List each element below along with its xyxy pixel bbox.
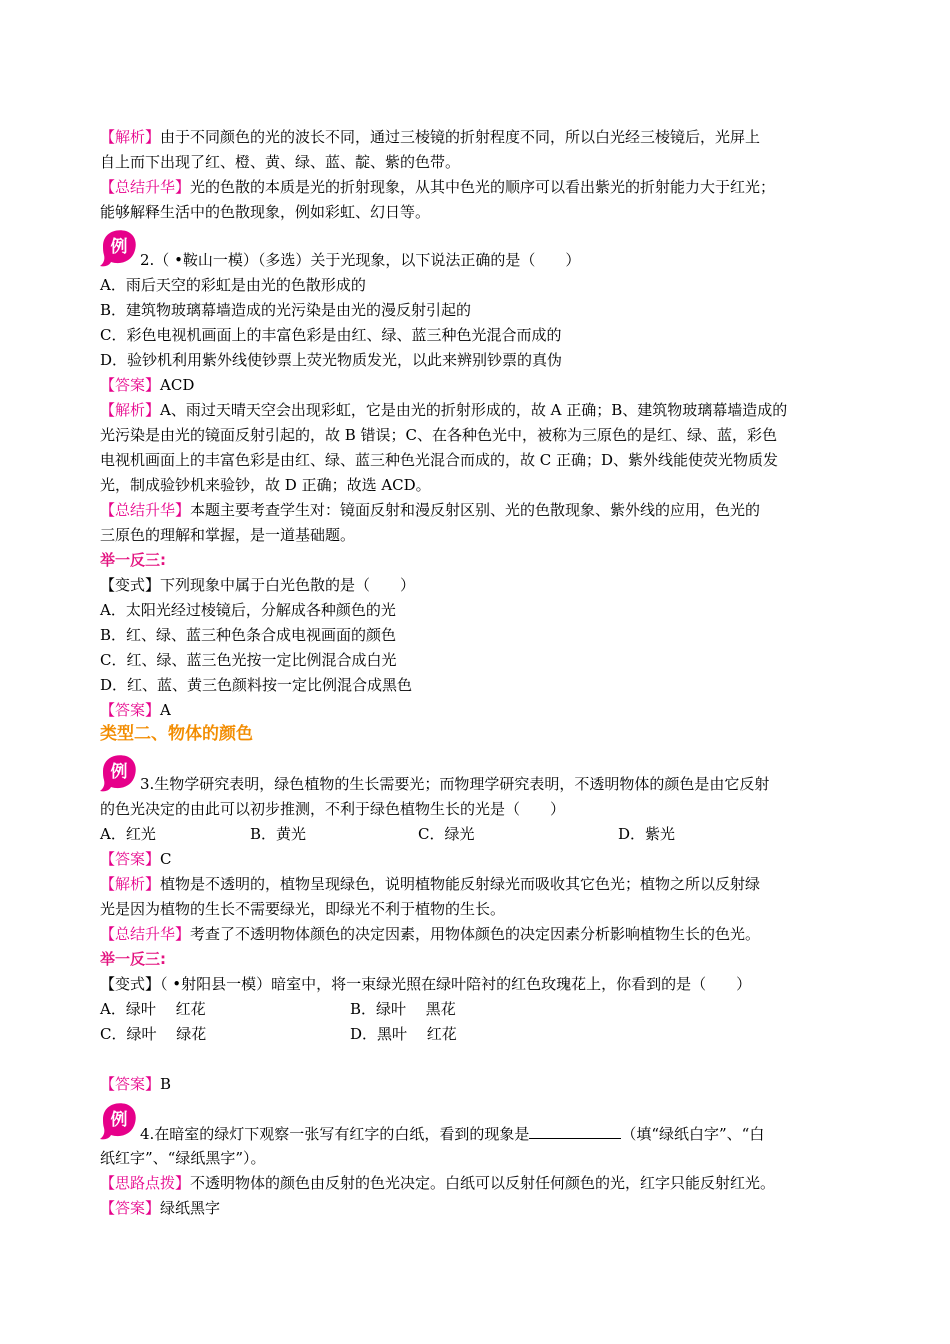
q3-analysis (100, 875, 760, 893)
analysis-tag: 【解析】 (100, 875, 161, 893)
summary-text: 光的色散的本质是光的折射现象，从其中色光的顺序可以看出紫光的折射能力大于红光； (190, 178, 776, 196)
question-4-stem (140, 1124, 764, 1143)
variant-tag: 【变式】 (100, 975, 161, 993)
q4-stem-b: （填“绿纸白字”、“白 (621, 1125, 765, 1143)
analysis-tag: 【解析】 (100, 128, 161, 146)
q2-analysis (100, 401, 787, 419)
answer-text: B (160, 1075, 172, 1093)
answer-tag: 【答案】 (100, 701, 161, 719)
answer-text: ACD (160, 376, 195, 394)
q3-option-d: D．紫光 (618, 825, 676, 843)
q2-summary-l2: 三原色的理解和掌握，是一道基础题。 (100, 526, 356, 544)
analysis-text: 由于不同颜色的光的波长不同，通过三棱镜的折射程度不同，所以白光经三棱镜后，光屏上 (160, 128, 761, 146)
q2-option-a: A．雨后天空的彩虹是由光的色散形成的 (100, 276, 366, 294)
answer-text: C (160, 850, 172, 868)
summary-tag: 【总结升华】 (100, 925, 191, 943)
badge-char: 例 (110, 237, 128, 257)
variant-text: （ •射阳县一模）暗室中，将一束绿光照在绿叶陪衬的红色玫瑰花上，你看到的是（ ） (160, 975, 752, 993)
answer-tag: 【答案】 (100, 1199, 161, 1217)
question-3-stem: 3.生物学研究表明，绿色植物的生长需要光；而物理学研究表明，不透明物体的颜色是由它反射 (140, 775, 770, 793)
question-4-stem-cont: 纸红字”、“绿纸黑字”）。 (100, 1149, 266, 1167)
q3-analysis-l2: 光是因为植物的生长不需要绿光，即绿光不利于植物的生长。 (100, 900, 506, 918)
q4-hint (100, 1174, 775, 1192)
summary-text-cont: 能够解释生活中的色散现象，例如彩虹、幻日等。 (100, 203, 431, 221)
summary-text: 本题主要考查学生对：镜面反射和漫反射区别、光的色散现象、紫外线的应用，色光的 (190, 501, 761, 519)
analysis-text: 植物是不透明的，植物呈现绿色，说明植物能反射绿光而吸收其它色光；植物之所以反射绿 (160, 875, 761, 893)
answer-blank (529, 1124, 621, 1139)
q2-option-d: D．验钞机利用紫外线使钞票上荧光物质发光，以此来辨别钞票的真伪 (100, 351, 563, 369)
practice-heading: 举一反三: (100, 950, 166, 968)
section-title: 类型二、物体的颜色 (100, 724, 253, 744)
analysis-text: A、雨过天晴天空会出现彩虹，它是由光的折射形成的，故 A 正确；B、建筑物玻璃幕墙造成的 (160, 401, 788, 419)
summary-tag: 【总结升华】 (100, 501, 191, 519)
answer-tag: 【答案】 (100, 850, 161, 868)
example-badge-icon (98, 750, 140, 792)
q4-stem-a: 4.在暗室的绿灯下观察一张写有红字的白纸，看到的现象是 (140, 1125, 530, 1143)
v2-option-d: D．黑叶 红花 (350, 1025, 457, 1043)
answer-tag: 【答案】 (100, 376, 161, 394)
variant-tag: 【变式】 (100, 576, 161, 594)
hint-text: 不透明物体的颜色由反射的色光决定。白纸可以反射任何颜色的光，红字只能反射红光。 (190, 1174, 776, 1192)
q2-option-c: C．彩色电视机画面上的丰富色彩是由红、绿、蓝三种色光混合而成的 (100, 326, 562, 344)
q4-answer (100, 1199, 220, 1217)
answer-tag: 【答案】 (100, 1075, 161, 1093)
example-badge-icon (98, 225, 140, 267)
q2-analysis-l4: 光，制成验钞机来验钞，故 D 正确；故选 ACD。 (100, 476, 431, 494)
q2-analysis-l2: 光污染是由光的镜面反射引起的，故 B 错误；C、在各种色光中，被称为三原色的是红、绿、蓝，彩色 (100, 426, 778, 444)
answer-text: 绿纸黑字 (160, 1199, 221, 1217)
analysis-line (100, 128, 760, 146)
q2-answer (100, 376, 194, 394)
v2-option-c: C．绿叶 绿花 (100, 1025, 207, 1043)
answer-text: A (160, 701, 171, 719)
example-badge-icon (98, 1098, 140, 1140)
question-2-stem: 2.（ •鞍山一模）（多选）关于光现象，以下说法正确的是（ ） (140, 251, 581, 269)
badge-char: 例 (110, 762, 128, 782)
analysis-tag: 【解析】 (100, 401, 161, 419)
q2-summary (100, 501, 760, 519)
summary-line (100, 178, 775, 196)
v1-option-b: B．红、绿、蓝三种色条合成电视画面的颜色 (100, 626, 397, 644)
practice-heading: 举一反三: (100, 551, 166, 569)
question-3-stem-cont: 的色光决定的由此可以初步推测，不利于绿色植物生长的光是（ ） (100, 800, 566, 818)
v1-option-c: C．红、绿、蓝三色光按一定比例混合成白光 (100, 651, 397, 669)
v1-option-d: D．红、蓝、黄三色颜料按一定比例混合成黑色 (100, 676, 413, 694)
summary-tag: 【总结升华】 (100, 178, 191, 196)
q3-option-a: A．红光 (100, 825, 156, 843)
q3-answer (100, 850, 172, 868)
v2-option-b: B．绿叶 黑花 (350, 1000, 456, 1018)
v2-answer (100, 1075, 171, 1093)
analysis-text-cont: 自上而下出现了红、橙、黄、绿、蓝、靛、紫的色带。 (100, 153, 461, 171)
variant-text: 下列现象中属于白光色散的是（ ） (160, 576, 416, 594)
variant-2-stem (100, 975, 751, 993)
v2-option-a: A．绿叶 红花 (100, 1000, 206, 1018)
summary-text: 考查了不透明物体颜色的决定因素，用物体颜色的决定因素分析影响植物生长的色光。 (190, 925, 761, 943)
q3-option-c: C．绿光 (418, 825, 475, 843)
v1-answer (100, 701, 171, 719)
hint-tag: 【思路点拨】 (100, 1174, 191, 1192)
badge-char: 例 (110, 1110, 128, 1130)
variant-1-stem (100, 576, 415, 594)
q3-option-b: B．黄光 (250, 825, 307, 843)
q3-summary (100, 925, 760, 943)
q2-analysis-l3: 电视机画面上的丰富色彩是由红、绿、蓝三种色光混合而成的，故 C 正确；D、紫外线能使荧光物质发 (100, 451, 779, 469)
q2-option-b: B．建筑物玻璃幕墙造成的光污染是由光的漫反射引起的 (100, 301, 472, 319)
v1-option-a: A．太阳光经过棱镜后，分解成各种颜色的光 (100, 601, 396, 619)
